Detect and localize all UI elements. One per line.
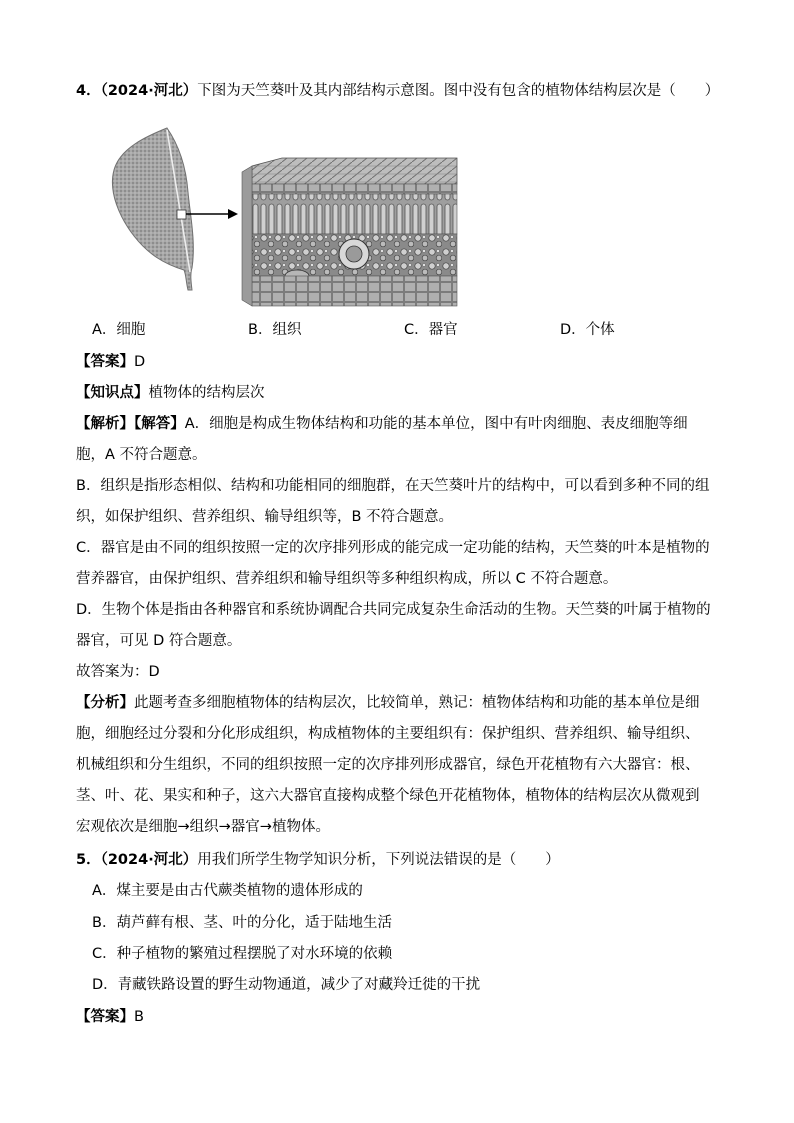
question-4-answer: [76, 352, 145, 372]
leaf-cross-section-block: [242, 158, 457, 306]
question-4-knowledge: [76, 383, 265, 403]
question-4-option-a: A．细胞: [92, 322, 146, 338]
leaf-structure-figure: [92, 122, 472, 312]
question-4-explain-line-6: 营养器官，由保护组织、营养组织和输导组织等多种组织构成，所以 C 不符合题意。: [76, 571, 618, 587]
answer-value: D: [134, 354, 146, 370]
answer-value: B: [134, 1009, 144, 1025]
question-4-option-d: D．个体: [560, 322, 615, 338]
answer-label: 【答案】: [76, 1009, 134, 1025]
question-4-fenxi-line-5: 宏观依次是细胞→组织→器官→植物体。: [76, 819, 330, 835]
question-4-stem: [76, 81, 719, 101]
knowledge-label: 【知识点】: [76, 385, 149, 401]
question-5-text: 用我们所学生物学知识分析，下列说法错误的是（ ）: [197, 852, 560, 868]
question-4-explain-line-8: 器官，可见 D 符合题意。: [76, 633, 242, 649]
answer-label: 【答案】: [76, 354, 134, 370]
question-4-final-answer: 故答案为：D: [76, 664, 160, 680]
question-4-option-c: C．器官: [404, 322, 458, 338]
question-5-stem: [76, 850, 560, 870]
question-4-text: 下图为天竺葵叶及其内部结构示意图。图中没有包含的植物体结构层次是（ ）: [197, 83, 720, 99]
question-4-fenxi-line-3: 机械组织和分生组织，不同的组织按照一定的次序排列形成器官，绿色开花植物有六大器官：根、: [76, 757, 700, 773]
question-5-option-a: A．煤主要是由古代蕨类植物的遗体形成的: [92, 883, 363, 899]
analysis-label: 【解析】: [76, 416, 134, 432]
question-4-option-b: B．组织: [248, 322, 302, 338]
knowledge-text: 植物体的结构层次: [148, 385, 265, 401]
question-4-fenxi-line-4: 茎、叶、花、果实和种子，这六大器官直接构成整个绿色开花植物体，植物体的结构层次从微观到: [76, 788, 700, 804]
question-5-option-b: B．葫芦藓有根、茎、叶的分化，适于陆地生活: [92, 915, 392, 931]
solve-label: 【解答】: [134, 416, 185, 432]
question-4-explain-line-4: 织，如保护组织、营养组织、输导组织等，B 不符合题意。: [76, 509, 454, 525]
question-5-answer: [76, 1007, 144, 1027]
question-5-source: （2024·河北）: [100, 852, 198, 868]
question-5-number: 5．: [76, 852, 101, 868]
question-4-explain-line-7: D．生物个体是指由各种器官和系统协调配合共同完成复杂生命活动的生物。天竺葵的叶属于植物的: [76, 602, 711, 618]
fenxi-label: 【分析】: [76, 695, 134, 711]
question-4-explain-line-3: B．组织是指形态相似、结构和功能相同的细胞群，在天竺葵叶片的结构中，可以看到多种不同的组: [76, 478, 710, 494]
question-4-number: 4．: [76, 83, 101, 99]
arrow-icon: [186, 209, 238, 219]
question-4-explain-line-2: 胞，A 不符合题意。: [76, 447, 207, 463]
question-4-source: （2024·河北）: [100, 83, 198, 99]
question-5-option-d: D．青藏铁路设置的野生动物通道，减少了对藏羚迁徙的干扰: [92, 977, 481, 993]
question-5-option-c: C．种子植物的繁殖过程摆脱了对水环境的依赖: [92, 946, 393, 962]
question-4-fenxi-line-2: 胞，细胞经过分裂和分化形成组织，构成植物体的主要组织有：保护组织、营养组织、输导组织、: [76, 726, 700, 742]
question-4-explain-line-5: C．器官是由不同的组织按照一定的次序排列形成的能完成一定功能的结构，天竺葵的叶本是植物的: [76, 540, 710, 556]
question-4-explain-line-1: 【解析】【解答】A．细胞是构成生物体结构和功能的基本单位，图中有叶肉细胞、表皮细胞等细: [76, 416, 688, 432]
geranium-leaf: [112, 128, 193, 290]
question-4-fenxi-line-1: 【分析】此题考查多细胞植物体的结构层次，比较简单，熟记：植物体结构和功能的基本单位是细: [76, 695, 700, 711]
sample-square: [177, 210, 186, 219]
